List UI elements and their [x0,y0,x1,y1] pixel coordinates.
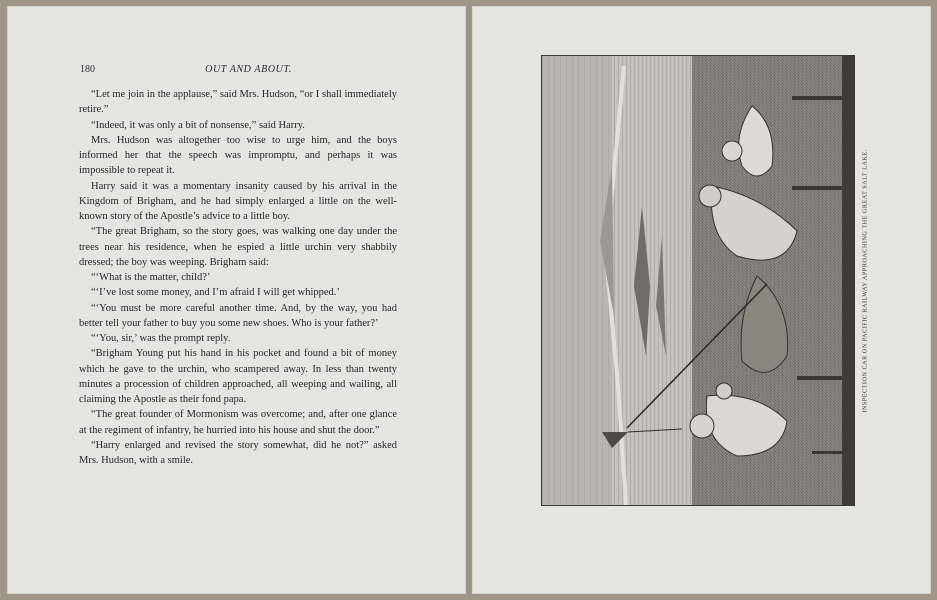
page-number: 180 [80,64,95,75]
paragraph: Harry said it was a momentary insanity caused by his arrival in the Kingdom of Brigham, and he had simply enlarged a little on the well-known story of the Apostle’s advice to a little boy. [79,180,397,222]
paragraph: “Let me join in the applause,” said Mrs. Hudson, “or I shall immediately retire.” [79,89,397,116]
paragraph: “The great founder of Mormonism was overcome; and, after one glance at the regiment of infantry, he hurried into his house and shut the door.” [79,409,397,436]
engraving-illustration [541,55,855,506]
right-page [472,6,931,594]
paragraph: “‘You, sir,’ was the prompt reply. [91,333,231,344]
paragraph: “Indeed, it was only a bit of nonsense,” said Harry. [91,119,305,131]
illustration-caption: INSPECTION CAR ON PACIFIC RAILWAY APPROACHING THE GREAT SALT LAKE. [861,149,869,413]
page-header [80,64,292,80]
paragraph: “Brigham Young put his hand in his pocket and found a bit of money which he gave to the urchin, who scampered away. In less than twenty minutes a procession of children approached, all weeping and wailing, all claiming the Apostle as their fond papa. [79,348,397,405]
paragraph: “Harry enlarged and revised the story somewhat, did he not?” asked Mrs. Hudson, with a smile. [79,439,397,466]
paragraph: “‘I’ve lost some money, and I’m afraid I will get whipped.’ [91,287,340,299]
paragraph: Mrs. Hudson was altogether too wise to urge him, and the boys informed her that the speech was impromptu, and perhaps it was impossible to repeat it. [79,134,397,177]
paragraph: “‘You must be more careful another time. And, by the way, you had better tell your father to buy you some new shoes. Who is your father?’ [79,302,397,329]
paragraph: “The great Brigham, so the story goes, was walking one day under the trees near his residence, when he espied a little urchin very shabbily dressed; the boy was weeping. Brigham said: [79,226,397,268]
left-page [7,6,466,594]
body-text [79,87,397,468]
paragraph: “‘What is the matter, child?’ [91,272,211,283]
running-head: OUT AND ABOUT. [205,64,292,75]
